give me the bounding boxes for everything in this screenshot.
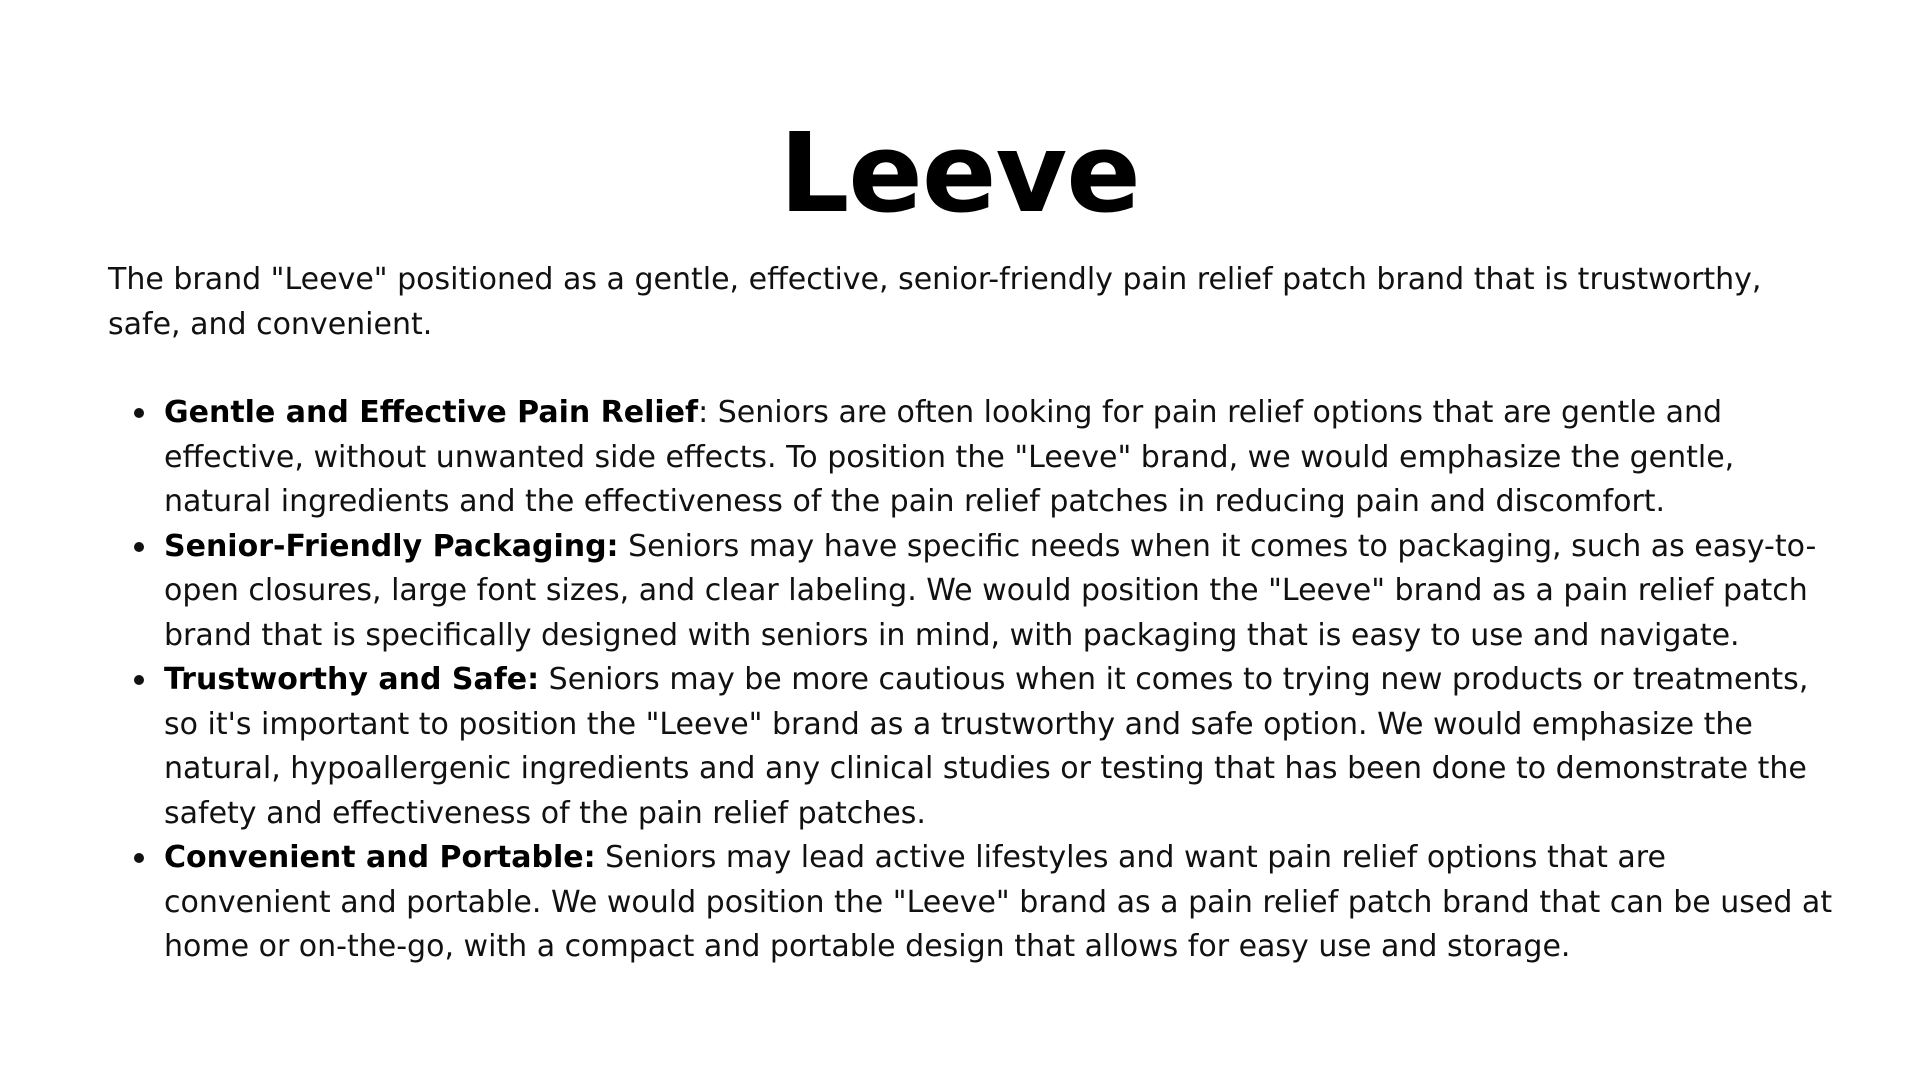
- bullet-text: Seniors may lead active lifestyles and want pain relief options that are convenient and portable. We would position the "Leeve" brand as a pain relief patch brand that can be used at home or on-the-go, with a compact and portable design that allows for easy use and storage.: [164, 840, 1833, 964]
- bullet-title: Gentle and Effective Pain Relief: [164, 395, 699, 430]
- intro-paragraph: The brand "Leeve" positioned as a gentle, effective, senior-friendly pain relief patch brand that is trustworthy, safe, and convenient.: [108, 262, 1762, 342]
- bullet-dot-icon: [134, 675, 144, 685]
- bullet-text: Seniors may have specific needs when it comes to packaging, such as easy-to-open closures, large font sizes, and clear labeling. We would position the "Leeve" brand as a pain relief patch brand that is specifically designed with seniors in mind, with packaging that is easy to use and navigate.: [164, 528, 1817, 653]
- bullet-text: Seniors may be more cautious when it comes to trying new products or treatments, so it's important to position the "Leeve" brand as a trustworthy and safe option. We would emphasize the natural, hypoallergenic ingredients and any clinical studies or testing that has been done to demonstrate the safety and effectiveness of the pain relief patches.: [164, 662, 1809, 831]
- bullet-list: [108, 391, 1836, 970]
- bullet-item-senior-packaging: [108, 525, 1836, 659]
- bullet-title: Convenient and Portable:: [164, 840, 596, 875]
- bullet-dot-icon: [134, 408, 144, 418]
- bullet-title: Senior-Friendly Packaging:: [164, 528, 619, 564]
- bullet-dot-icon: [134, 853, 144, 863]
- bullet-item-trustworthy-safe: [108, 658, 1836, 836]
- bullet-dot-icon: [134, 542, 144, 552]
- bullet-item-convenient-portable: [108, 836, 1836, 970]
- bullet-item-gentle-effective: [108, 391, 1836, 525]
- page-title: Leeve: [779, 109, 1140, 237]
- bullet-text: : Seniors are often looking for pain relief options that are gentle and effective, without unwanted side effects. To position the "Leeve" brand, we would emphasize the gentle, natural ingredients and the effectiveness of the pain relief patches in reducing pain and discomfort.: [164, 395, 1735, 519]
- bullet-title: Trustworthy and Safe:: [164, 662, 540, 697]
